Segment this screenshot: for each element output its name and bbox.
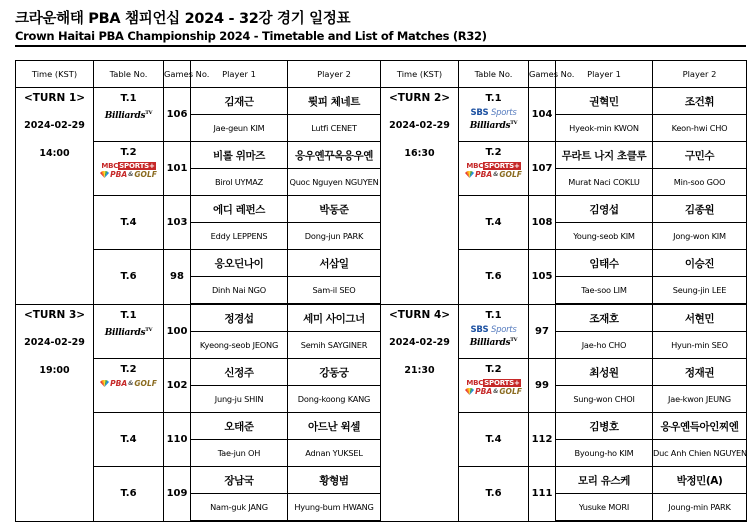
player2-korean-name: 이승진 xyxy=(653,250,747,277)
player2-english-name: Keon-hwi CHO xyxy=(653,115,747,142)
sports-word: Sports xyxy=(491,108,517,118)
mbc-sports-pba-golf-logo xyxy=(465,162,522,179)
mbc-sports-pba-golf-logo xyxy=(465,379,522,396)
billiards-tv-wordmark xyxy=(105,108,153,121)
player2-english-name: Dong-jun PARK xyxy=(288,223,381,250)
peacock-icon xyxy=(100,171,109,178)
table-number: T.6 xyxy=(485,487,502,499)
pba-word: PBA xyxy=(475,170,493,179)
games-number: 105 xyxy=(529,250,556,305)
billiards-tv-wordmark xyxy=(105,325,153,338)
games-number: 108 xyxy=(529,196,556,250)
turn-start-time: 14:00 xyxy=(39,148,70,159)
header-table-no: Table No. xyxy=(459,61,529,88)
sbs-word: SBS xyxy=(470,108,489,118)
player1-english-name: Eddy LEPPENS xyxy=(191,223,288,250)
player1-korean-name: 정경섭 xyxy=(191,304,288,332)
table-number: T.1 xyxy=(485,93,502,104)
player1-english-name: Tae-jun OH xyxy=(191,440,288,467)
match-row-korean xyxy=(16,88,747,115)
table-no-cell xyxy=(459,88,529,142)
table-no-cell xyxy=(94,88,164,142)
player1-korean-name: 임태수 xyxy=(556,250,653,277)
table-number: T.2 xyxy=(120,364,137,375)
player2-korean-name: 륏피 체네트 xyxy=(288,88,381,115)
header-player1: Player 1 xyxy=(556,61,653,88)
pba-word: PBA xyxy=(475,387,493,396)
table-number: T.6 xyxy=(120,487,137,499)
sbs-sports-wordmark xyxy=(471,108,517,118)
mbc-word: MBC xyxy=(101,162,119,170)
sports-plus-word: SPORTS+ xyxy=(119,162,155,170)
table-number: T.4 xyxy=(485,433,502,445)
player2-korean-name: 정재권 xyxy=(653,359,747,386)
player1-english-name: Tae-soo LIM xyxy=(556,277,653,305)
table-no-cell xyxy=(459,413,529,467)
player1-english-name: Birol UYMAZ xyxy=(191,169,288,196)
turn-date: 2024-02-29 xyxy=(389,120,450,131)
sbs-sports-billiards-logo xyxy=(470,325,518,348)
turn-start-time: 16:30 xyxy=(404,148,435,159)
golf-word: GOLF xyxy=(134,379,157,388)
table-no-cell xyxy=(94,359,164,413)
ampersand: & xyxy=(128,380,134,387)
player1-korean-name: 장남국 xyxy=(191,467,288,494)
player1-english-name: Jung-ju SHIN xyxy=(191,386,288,413)
header-player2: Player 2 xyxy=(288,61,381,88)
games-number: 111 xyxy=(529,467,556,522)
player2-english-name: Jong-won KIM xyxy=(653,223,747,250)
schedule-body xyxy=(16,88,747,522)
turn-time-cell xyxy=(16,304,94,521)
player1-english-name: Yusuke MORI xyxy=(556,494,653,522)
player1-korean-name: 김재근 xyxy=(191,88,288,115)
mbc-sports-wordmark xyxy=(101,162,155,170)
table-number: T.4 xyxy=(485,216,502,228)
sports-plus-word: SPORTS+ xyxy=(484,379,520,387)
tv-superscript: TV xyxy=(510,120,518,126)
peacock-icon xyxy=(465,388,474,395)
games-number: 98 xyxy=(164,250,191,305)
player1-english-name: Young-seob KIM xyxy=(556,223,653,250)
turn-date: 2024-02-29 xyxy=(389,336,450,348)
header-row xyxy=(16,61,747,88)
billiards-word: Billiards xyxy=(104,327,146,338)
player1-english-name: Sung-won CHOI xyxy=(556,386,653,413)
games-number: 97 xyxy=(529,304,556,359)
ampersand: & xyxy=(493,388,499,395)
player2-english-name: Jae-kwon JEUNG xyxy=(653,386,747,413)
turn-time-cell xyxy=(16,88,94,305)
player1-korean-name: 조재호 xyxy=(556,304,653,332)
table-no-cell xyxy=(459,196,529,250)
player2-english-name: Lutfi CENET xyxy=(288,115,381,142)
match-row-korean xyxy=(16,304,747,332)
player1-korean-name: 신정주 xyxy=(191,359,288,386)
player2-korean-name: 강동궁 xyxy=(288,359,381,386)
player2-english-name: Dong-koong KANG xyxy=(288,386,381,413)
player1-korean-name: 김병호 xyxy=(556,413,653,440)
player1-korean-name: 권혁민 xyxy=(556,88,653,115)
title-underline xyxy=(15,45,746,47)
pba-golf-logo xyxy=(100,379,157,388)
table-number: T.1 xyxy=(120,309,137,321)
player2-english-name: Quoc Nguyen NGUYEN xyxy=(288,169,381,196)
table-no-cell xyxy=(459,359,529,413)
pba-word: PBA xyxy=(110,379,128,388)
player1-korean-name: 오태준 xyxy=(191,413,288,440)
sbs-sports-billiards-logo xyxy=(470,108,518,131)
table-number: T.4 xyxy=(120,433,137,445)
table-no-cell xyxy=(94,413,164,467)
match-schedule-table xyxy=(15,60,747,522)
golf-word: GOLF xyxy=(499,170,522,179)
pba-golf-wordmark xyxy=(100,379,157,388)
table-number: T.1 xyxy=(485,309,502,321)
peacock-icon xyxy=(100,380,109,387)
games-number: 109 xyxy=(164,467,191,522)
header-player2: Player 2 xyxy=(653,61,747,88)
tv-superscript: TV xyxy=(510,336,518,343)
sports-plus-word: SPORTS+ xyxy=(484,162,520,170)
table-no-cell xyxy=(459,467,529,522)
table-no-cell xyxy=(94,304,164,359)
player1-english-name: Murat Naci COKLU xyxy=(556,169,653,196)
player2-korean-name: 조건휘 xyxy=(653,88,747,115)
table-no-cell xyxy=(459,304,529,359)
table-number: T.2 xyxy=(485,147,502,158)
player2-english-name: Adnan YUKSEL xyxy=(288,440,381,467)
ampersand: & xyxy=(128,171,134,178)
player2-korean-name: 서현민 xyxy=(653,304,747,332)
player1-korean-name: 응오딘나이 xyxy=(191,250,288,277)
player2-korean-name: 박동준 xyxy=(288,196,381,223)
table-number: T.2 xyxy=(120,147,137,158)
golf-word: GOLF xyxy=(134,170,157,179)
table-no-cell xyxy=(459,250,529,305)
turn-time-cell xyxy=(381,88,459,305)
player2-english-name: Seung-jin LEE xyxy=(653,277,747,305)
billiards-tv-wordmark xyxy=(470,335,518,348)
mbc-word: MBC xyxy=(466,379,484,387)
turn-label: <TURN 3> xyxy=(23,308,86,321)
games-number: 100 xyxy=(164,304,191,359)
player1-korean-name: 모리 유스케 xyxy=(556,467,653,494)
games-number: 106 xyxy=(164,88,191,142)
billiards-tv-logo xyxy=(105,325,153,338)
turn-label: <TURN 4> xyxy=(388,308,451,321)
mbc-sports-wordmark xyxy=(466,162,520,170)
ampersand: & xyxy=(493,171,499,178)
player2-korean-name: 서삼일 xyxy=(288,250,381,277)
turn-time-cell xyxy=(381,304,459,521)
table-no-cell xyxy=(94,250,164,305)
games-number: 102 xyxy=(164,359,191,413)
player2-english-name: Duc Anh Chien NGUYEN xyxy=(653,440,747,467)
billiards-word: Billiards xyxy=(469,121,511,131)
table-no-cell xyxy=(94,467,164,522)
games-number: 101 xyxy=(164,142,191,196)
player2-korean-name: 구민수 xyxy=(653,142,747,169)
player1-korean-name: 김영섭 xyxy=(556,196,653,223)
table-number: T.6 xyxy=(485,270,502,282)
sports-word: Sports xyxy=(491,324,517,335)
billiards-word: Billiards xyxy=(469,337,511,348)
peacock-icon xyxy=(465,171,474,178)
tv-superscript: TV xyxy=(145,110,153,116)
pba-golf-wordmark xyxy=(465,387,522,396)
header-time: Time (KST) xyxy=(381,61,459,88)
player1-korean-name: 최성원 xyxy=(556,359,653,386)
player2-english-name: Min-soo GOO xyxy=(653,169,747,196)
table-no-cell xyxy=(94,196,164,250)
golf-word: GOLF xyxy=(499,387,522,396)
table-no-cell xyxy=(94,142,164,196)
player2-english-name: Semih SAYGINER xyxy=(288,332,381,359)
player2-english-name: Joung-min PARK xyxy=(653,494,747,522)
player2-korean-name: 박정민(A) xyxy=(653,467,747,494)
player2-korean-name: 세미 사이그너 xyxy=(288,304,381,332)
turn-start-time: 21:30 xyxy=(404,364,435,376)
header-games-no: Games No. xyxy=(529,61,556,88)
player2-english-name: Hyun-min SEO xyxy=(653,332,747,359)
player2-korean-name: 응우옌득아인찌엔 xyxy=(653,413,747,440)
player1-english-name: Kyeong-seob JEONG xyxy=(191,332,288,359)
table-number: T.1 xyxy=(120,93,137,104)
pba-word: PBA xyxy=(110,170,128,179)
table-number: T.6 xyxy=(120,270,137,282)
player1-english-name: Hyeok-min KWON xyxy=(556,115,653,142)
turn-label: <TURN 2> xyxy=(388,92,451,104)
table-no-cell xyxy=(459,142,529,196)
turn-label: <TURN 1> xyxy=(23,92,86,104)
header-table-no: Table No. xyxy=(94,61,164,88)
pba-golf-wordmark xyxy=(100,170,157,179)
player1-english-name: Byoung-ho KIM xyxy=(556,440,653,467)
mbc-sports-pba-golf-logo xyxy=(100,162,157,179)
header-player1: Player 1 xyxy=(191,61,288,88)
games-number: 107 xyxy=(529,142,556,196)
games-number: 104 xyxy=(529,88,556,142)
player2-korean-name: 김종원 xyxy=(653,196,747,223)
sbs-sports-wordmark xyxy=(471,325,517,335)
billiards-tv-logo xyxy=(105,108,153,121)
billiards-word: Billiards xyxy=(104,111,146,121)
mbc-word: MBC xyxy=(466,162,484,170)
pba-golf-wordmark xyxy=(465,170,522,179)
player2-korean-name: 아드난 윅셀 xyxy=(288,413,381,440)
player2-korean-name: 응우옌꾸옥응우옌 xyxy=(288,142,381,169)
billiards-tv-wordmark xyxy=(470,118,518,131)
page-title-english: Crown Haitai PBA Championship 2024 - Timetable and List of Matches (R32) xyxy=(15,29,487,43)
player2-korean-name: 황형범 xyxy=(288,467,381,494)
player1-english-name: Jae-geun KIM xyxy=(191,115,288,142)
turn-date: 2024-02-29 xyxy=(24,120,85,131)
player2-english-name: Hyung-bum HWANG xyxy=(288,494,381,522)
header-games-no: Games No. xyxy=(164,61,191,88)
player1-korean-name: 무라트 나지 초클루 xyxy=(556,142,653,169)
table-number: T.2 xyxy=(485,364,502,375)
table-number: T.4 xyxy=(120,216,137,228)
mbc-sports-wordmark xyxy=(466,379,520,387)
header-time: Time (KST) xyxy=(16,61,94,88)
player1-english-name: Nam-guk JANG xyxy=(191,494,288,522)
games-number: 103 xyxy=(164,196,191,250)
player1-korean-name: 비롤 위마즈 xyxy=(191,142,288,169)
games-number: 112 xyxy=(529,413,556,467)
tv-superscript: TV xyxy=(145,326,153,333)
page-title-korean: 크라운해태 PBA 챔피언십 2024 - 32강 경기 일정표 xyxy=(15,11,351,27)
turn-date: 2024-02-29 xyxy=(24,336,85,348)
sbs-word: SBS xyxy=(470,324,489,335)
games-number: 110 xyxy=(164,413,191,467)
player1-korean-name: 에디 레펀스 xyxy=(191,196,288,223)
games-number: 99 xyxy=(529,359,556,413)
turn-start-time: 19:00 xyxy=(39,364,70,376)
player1-english-name: Jae-ho CHO xyxy=(556,332,653,359)
player1-english-name: Dinh Nai NGO xyxy=(191,277,288,305)
player2-english-name: Sam-il SEO xyxy=(288,277,381,305)
